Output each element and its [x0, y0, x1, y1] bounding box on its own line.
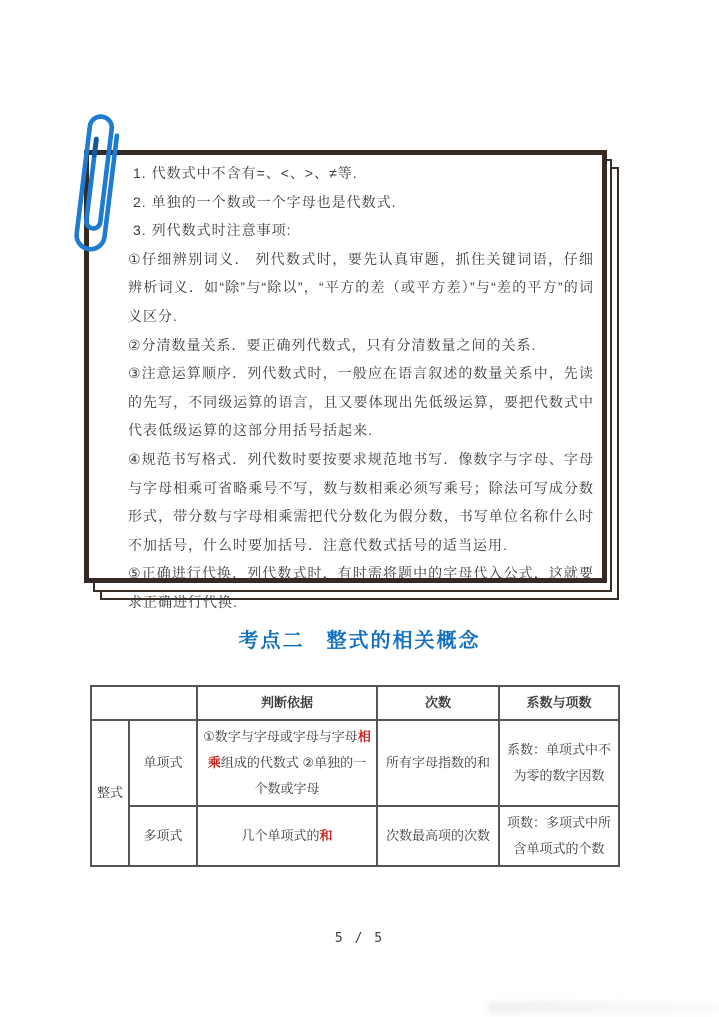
- table-corner-cell: [91, 686, 197, 720]
- group-label-cell: 整式: [91, 720, 129, 866]
- paperclip-icon: [74, 98, 164, 278]
- basis-cell-polynomial: [197, 806, 377, 866]
- col-header-basis: 判断依据: [197, 686, 377, 720]
- note-item-8: ⑤正确进行代换．列代数式时，有时需将题中的字母代入公式，这就要求正确进行代换.: [128, 565, 594, 610]
- degree-cell-monomial: 所有字母指数的和: [377, 720, 499, 806]
- basis-cell-monomial: [197, 720, 377, 806]
- coef-cell-polynomial: 项数：多项式中所含单项式的个数: [499, 806, 619, 866]
- note-item-3: 3. 列代数式时注意事项:: [133, 222, 292, 239]
- coef-cell-monomial: 系数：单项式中不为零的数字因数: [499, 720, 619, 806]
- page-number: 5 / 5: [334, 931, 385, 946]
- col-header-coef: 系数与项数: [499, 686, 619, 720]
- col-header-degree: 次数: [377, 686, 499, 720]
- note-item-2: 2. 单独的一个数或一个字母也是代数式.: [133, 193, 397, 210]
- basis-text: 组成的代数式 ②单独的一个数或字母: [220, 755, 367, 796]
- watermark-smudge: [487, 1001, 719, 1014]
- row-label-polynomial: 多项式: [129, 806, 197, 866]
- notes-content: [128, 159, 594, 617]
- basis-text: 几个单项式的: [241, 828, 320, 843]
- table-row-polynomial: [91, 806, 619, 866]
- degree-cell-polynomial: 次数最高项的次数: [377, 806, 499, 866]
- note-item-1: 1. 代数式中不含有=、<、>、≠等.: [133, 165, 358, 181]
- note-item-4: ①仔细辨别词义． 列代数式时，要先认真审题，抓住关键词语，仔细辨析词义．如“除”与“除以”，“平方的差（或平方差）”与“差的平方”的词义区分.: [128, 250, 594, 324]
- basis-text: ①数字与字母或字母与字母: [203, 729, 358, 744]
- note-item-5: ②分清数量关系．要正确列代数式，只有分清数量之间的关系.: [128, 336, 537, 353]
- note-item-7: ④规范书写格式．列代数时要按要求规范地书写．像数字与字母、字母与字母相乘可省略乘号不写，数与数相乘必须写乘号；除法可写成分数形式，带分数与字母相乘需把代分数化为假分数，书写单位名称什么时不加括号，什么时要加括号．注意代数式括号的适当运用.: [128, 450, 594, 553]
- row-label-monomial: 单项式: [129, 720, 197, 806]
- basis-highlight: 和: [319, 828, 333, 843]
- note-item-6: ③注意运算顺序．列代数式时，一般应在语言叙述的数量关系中，先读的先写，不同级运算的语言，且又要体现出先低级运算，要把代数式中代表低级运算的这部分用括号括起来.: [128, 365, 594, 439]
- basis-highlight: 相乘: [207, 729, 371, 770]
- section-heading: 考点二 整式的相关概念: [238, 630, 481, 652]
- table-row-monomial: [91, 720, 619, 806]
- concepts-table: [90, 685, 620, 867]
